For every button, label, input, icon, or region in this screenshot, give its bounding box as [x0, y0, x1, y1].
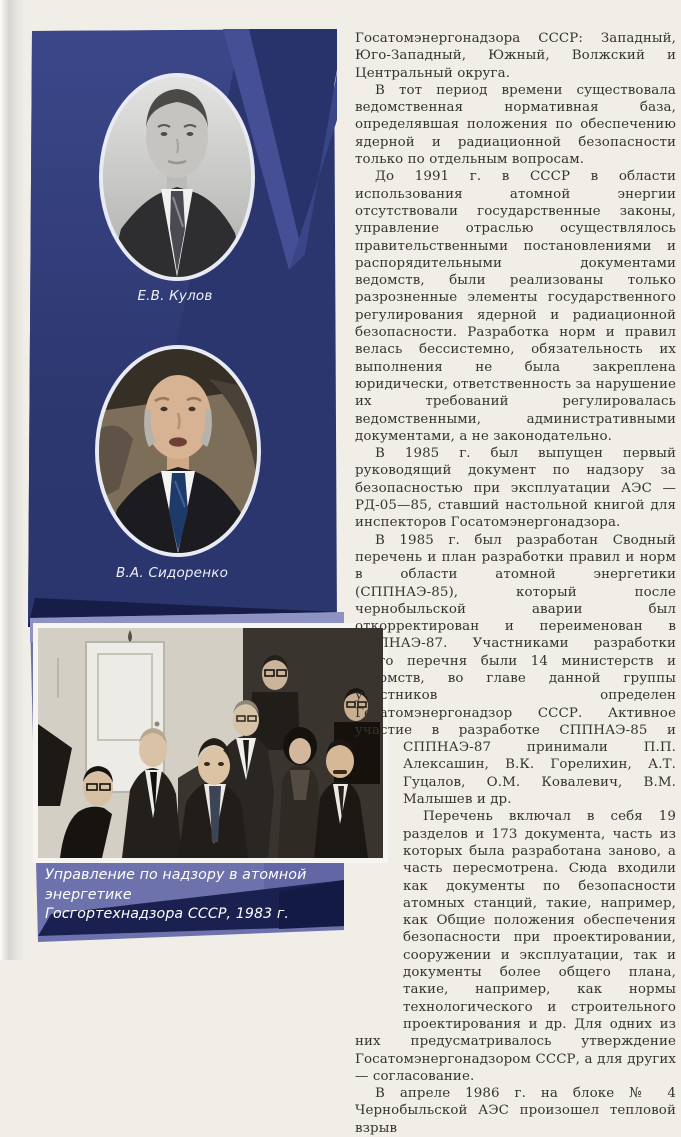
portrait2-caption: В.А. Сидоренко	[115, 565, 229, 581]
photo-wrap-spacer	[355, 739, 403, 1016]
paragraph-5	[355, 532, 676, 809]
group-photo-caption	[45, 866, 345, 925]
paragraph-5-start: В 1985 г. был разработан Сводный перечень и план разработки правил и норм в области атомной энергетики (СППНАЭ-85), который после чернобыльской аварии был откорректирован и переименован в СППНАЭ-87. Участниками разработки этого перечня были 14 министерств и ведомств, во главе данной группы участников определен Госатомэнергонадзор СССР. Активное участие в разработке СППНАЭ-85 и СППНАЭ-87	[355, 532, 676, 756]
paragraph-3: До 1991 г. в СССР в области использования атомной энергии отсутствовали государственные законы, управление отраслью осуществлялось правительственными постановлениями и распорядительными документами ведомств, были реализованы только разрозненные элементы государственного регулирования ядерной и радиационной безопасности. Разработка норм и правил велась бессистемно, обязательность их выполнения не была закреплена юридически, ответственность за нарушение их требований регулировалась ведомственными, административными документами, а не законодательно.	[355, 169, 676, 444]
portrait-kulov-art	[103, 77, 251, 277]
paragraph-5-end: принимали П.П. Алексашин, В.К. Горелихин, А.Т. Гуцалов, О.М. Ковалевич, В.М. Малышев и др.	[403, 740, 676, 808]
paragraph-2: В тот период времени существовала ведомственная нормативная база, определявшая положения по обеспечению ядерной и радиационной безопасности только по отдельным вопросам.	[355, 82, 676, 168]
group-photo-frame	[33, 623, 388, 863]
paragraph-7: В апреле 1986 г. на блоке № 4 Чернобыльской АЭС произошел тепловой взрыв	[355, 1086, 676, 1136]
page-gutter-shadow	[0, 0, 26, 960]
group-photo	[38, 628, 383, 858]
group-photo-caption-line1: Управление по надзору в атомной энергетике	[45, 867, 307, 903]
portrait-photo-sidorenko	[95, 345, 261, 557]
portrait1-caption: Е.В. Кулов	[137, 288, 213, 304]
paragraph-4: В 1985 г. был выпущен первый руководящий документ по надзору за безопасностью при эксплуатации АЭС — РД-05—85, ставший настольной книгой для инспекторов Госатомэнергонадзора.	[355, 446, 676, 531]
group-photo-caption-line2: Госгортехнадзора СССР, 1983 г.	[45, 906, 290, 922]
portrait-sidorenko-art	[99, 349, 257, 553]
article-text-column	[355, 30, 676, 1137]
paragraph-1: Госатомэнергонадзора СССР: Западный, Юго-Западный, Южный, Волжский и Центральный округа.	[355, 31, 676, 81]
portrait-photo-kulov	[99, 73, 255, 281]
paragraph-6: Перечень включал в себя 19 разделов и 173 документа, часть из которых была разработана заново, а часть пересмотрена. Сюда входили как документы по безопасности атомных станций, такие, например, как Общие положения обеспечения безопасности при проектировании, сооружении и эксплуатации, так и документы более общего плана, такие, например, как нормы технологического и строительного проектирования и др. Для одних из них предусматривалось утверждение Госатомэнергонадзором СССР, а для других — согласование.	[355, 809, 676, 1084]
